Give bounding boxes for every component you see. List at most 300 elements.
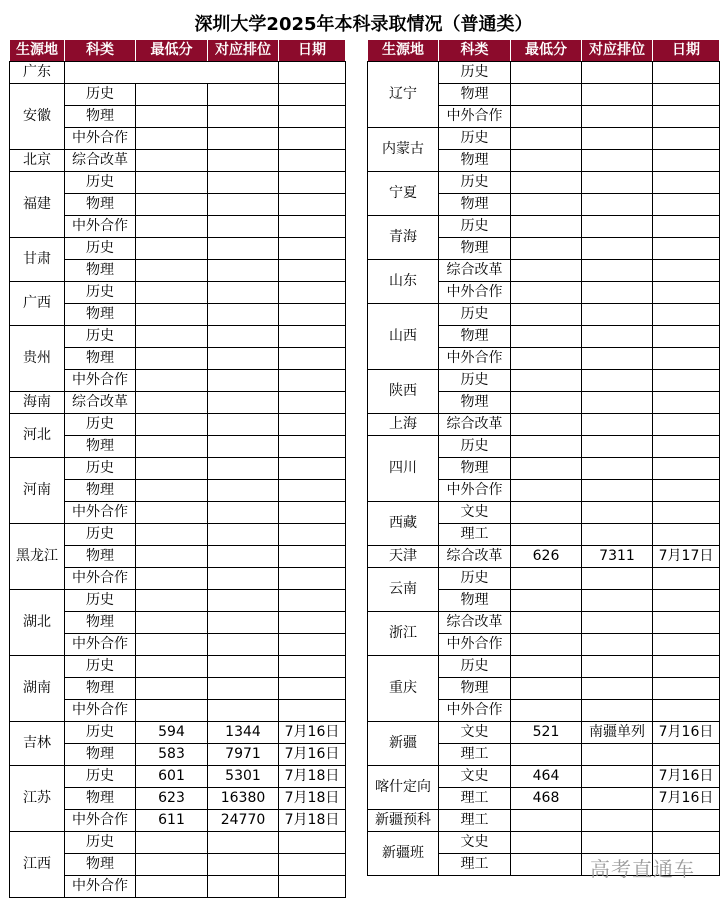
min-score-cell xyxy=(136,392,208,414)
date-cell xyxy=(279,106,346,128)
min-score-cell xyxy=(511,150,582,172)
date-cell: 7月16日 xyxy=(653,722,720,744)
min-score-cell xyxy=(136,370,208,392)
table-row xyxy=(368,436,720,458)
subject-cell: 物理 xyxy=(65,436,136,458)
subject-cell: 综合改革 xyxy=(65,392,136,414)
rank-cell xyxy=(208,282,279,304)
table-row xyxy=(368,304,720,326)
subject-cell: 中外合作 xyxy=(65,502,136,524)
min-score-cell xyxy=(511,282,582,304)
subject-cell: 物理 xyxy=(439,150,511,172)
rank-cell xyxy=(582,326,653,348)
subject-cell: 理工 xyxy=(439,854,511,876)
table-row xyxy=(10,722,346,744)
min-score-cell xyxy=(511,260,582,282)
table-row xyxy=(368,62,720,84)
subject-cell: 中外合作 xyxy=(439,634,511,656)
table-row xyxy=(10,590,346,612)
rank-cell xyxy=(208,128,279,150)
date-cell: 7月18日 xyxy=(279,810,346,832)
min-score-cell xyxy=(511,238,582,260)
rank-cell xyxy=(582,766,653,788)
rank-cell xyxy=(208,106,279,128)
subject-cell: 文史 xyxy=(439,722,511,744)
subject-cell: 综合改革 xyxy=(439,414,511,436)
region-cell: 新疆班 xyxy=(368,832,439,876)
date-cell xyxy=(279,326,346,348)
subject-cell: 中外合作 xyxy=(65,128,136,150)
header-region: 生源地 xyxy=(368,40,439,62)
table-row xyxy=(368,128,720,150)
table-row xyxy=(10,392,346,414)
date-cell xyxy=(653,458,720,480)
date-cell xyxy=(653,810,720,832)
region-cell: 湖北 xyxy=(10,590,65,656)
date-cell xyxy=(279,282,346,304)
date-cell xyxy=(653,502,720,524)
rank-cell xyxy=(208,568,279,590)
date-cell xyxy=(279,832,346,854)
region-cell: 天津 xyxy=(368,546,439,568)
rank-cell xyxy=(582,194,653,216)
rank-cell xyxy=(208,524,279,546)
subject-cell: 理工 xyxy=(439,788,511,810)
rank-cell: 16380 xyxy=(208,788,279,810)
min-score-cell xyxy=(511,392,582,414)
min-score-cell xyxy=(511,700,582,722)
date-cell xyxy=(279,612,346,634)
date-cell xyxy=(653,436,720,458)
min-score-cell xyxy=(511,590,582,612)
min-score-cell xyxy=(136,436,208,458)
min-score-cell xyxy=(511,568,582,590)
region-cell: 宁夏 xyxy=(368,172,439,216)
date-cell xyxy=(279,700,346,722)
subject-cell: 物理 xyxy=(65,106,136,128)
region-cell: 重庆 xyxy=(368,656,439,722)
min-score-cell xyxy=(511,414,582,436)
subject-cell: 历史 xyxy=(65,590,136,612)
subject-cell: 中外合作 xyxy=(439,348,511,370)
table-row xyxy=(10,656,346,678)
subject-cell: 历史 xyxy=(65,282,136,304)
date-cell xyxy=(653,568,720,590)
min-score-cell xyxy=(136,150,208,172)
date-cell xyxy=(653,216,720,238)
region-cell: 青海 xyxy=(368,216,439,260)
rank-cell xyxy=(582,238,653,260)
header-min-score: 最低分 xyxy=(511,40,582,62)
subject-cell: 历史 xyxy=(439,62,511,84)
min-score-cell xyxy=(136,304,208,326)
region-cell: 西藏 xyxy=(368,502,439,546)
region-cell: 黑龙江 xyxy=(10,524,65,590)
region-cell: 四川 xyxy=(368,436,439,502)
rank-cell: 1344 xyxy=(208,722,279,744)
rank-cell xyxy=(208,392,279,414)
page-title: 深圳大学2025年本科录取情况（普通类） xyxy=(194,14,533,35)
date-cell xyxy=(653,700,720,722)
region-cell: 江西 xyxy=(10,832,65,898)
date-cell xyxy=(279,876,346,898)
rank-cell xyxy=(208,216,279,238)
date-cell xyxy=(279,238,346,260)
min-score-cell xyxy=(511,326,582,348)
subject-cell: 中外合作 xyxy=(65,810,136,832)
date-cell xyxy=(653,832,720,854)
subject-cell: 历史 xyxy=(439,128,511,150)
date-cell: 7月16日 xyxy=(653,788,720,810)
date-cell xyxy=(653,590,720,612)
min-score-cell xyxy=(511,612,582,634)
table-row xyxy=(10,150,346,172)
subject-cell: 物理 xyxy=(65,194,136,216)
date-cell xyxy=(653,282,720,304)
subject-cell: 历史 xyxy=(65,458,136,480)
min-score-cell xyxy=(511,480,582,502)
rank-cell xyxy=(208,194,279,216)
rank-cell xyxy=(208,414,279,436)
min-score-cell xyxy=(511,458,582,480)
date-cell: 7月16日 xyxy=(653,766,720,788)
min-score-cell xyxy=(511,854,582,876)
date-cell: 7月18日 xyxy=(279,788,346,810)
region-cell: 海南 xyxy=(10,392,65,414)
subject-cell: 物理 xyxy=(65,678,136,700)
min-score-cell xyxy=(511,128,582,150)
subject-cell: 中外合作 xyxy=(65,568,136,590)
date-cell xyxy=(279,590,346,612)
subject-cell: 理工 xyxy=(439,524,511,546)
subject-cell: 文史 xyxy=(439,832,511,854)
table-row xyxy=(368,722,720,744)
region-cell: 贵州 xyxy=(10,326,65,392)
min-score-cell xyxy=(511,678,582,700)
rank-cell xyxy=(208,854,279,876)
rank-cell xyxy=(582,260,653,282)
min-score-cell xyxy=(136,656,208,678)
date-cell xyxy=(279,656,346,678)
subject-cell: 物理 xyxy=(65,348,136,370)
rank-cell xyxy=(208,84,279,106)
rank-cell xyxy=(208,678,279,700)
subject-cell: 理工 xyxy=(439,810,511,832)
region-cell: 福建 xyxy=(10,172,65,238)
date-cell xyxy=(279,304,346,326)
date-cell xyxy=(653,326,720,348)
date-cell xyxy=(653,172,720,194)
table-row xyxy=(10,766,346,788)
region-cell: 山西 xyxy=(368,304,439,370)
date-cell xyxy=(653,150,720,172)
min-score-cell xyxy=(136,612,208,634)
rank-cell xyxy=(208,876,279,898)
subject-cell: 物理 xyxy=(65,788,136,810)
date-cell xyxy=(653,106,720,128)
region-cell: 安徽 xyxy=(10,84,65,150)
rank-cell: 7971 xyxy=(208,744,279,766)
subject-cell: 物理 xyxy=(65,744,136,766)
subject-cell: 历史 xyxy=(65,656,136,678)
region-cell: 北京 xyxy=(10,150,65,172)
table-row xyxy=(10,282,346,304)
rank-cell xyxy=(582,634,653,656)
subject-cell: 中外合作 xyxy=(65,700,136,722)
min-score-cell: 626 xyxy=(511,546,582,568)
date-cell xyxy=(279,172,346,194)
rank-cell: 7311 xyxy=(582,546,653,568)
min-score-cell: 583 xyxy=(136,744,208,766)
date-cell xyxy=(279,370,346,392)
subject-cell: 物理 xyxy=(65,854,136,876)
rank-cell xyxy=(208,458,279,480)
rank-cell xyxy=(208,502,279,524)
rank-cell xyxy=(208,480,279,502)
rank-cell xyxy=(582,480,653,502)
min-score-cell xyxy=(511,502,582,524)
date-cell xyxy=(279,84,346,106)
date-cell xyxy=(279,150,346,172)
header-rank: 对应排位 xyxy=(208,40,279,62)
date-cell xyxy=(279,480,346,502)
min-score-cell xyxy=(136,282,208,304)
min-score-cell xyxy=(136,546,208,568)
subject-cell: 中外合作 xyxy=(439,480,511,502)
min-score-cell xyxy=(136,832,208,854)
region-cell: 河北 xyxy=(10,414,65,458)
subject-cell: 综合改革 xyxy=(439,546,511,568)
admission-table-right xyxy=(367,39,720,876)
region-cell: 新疆 xyxy=(368,722,439,766)
merged-cell xyxy=(65,62,279,84)
min-score-cell xyxy=(511,62,582,84)
date-cell xyxy=(653,348,720,370)
date-cell xyxy=(279,436,346,458)
header-row xyxy=(368,40,720,62)
date-cell: 7月18日 xyxy=(279,766,346,788)
rank-cell xyxy=(208,370,279,392)
region-cell: 云南 xyxy=(368,568,439,612)
region-cell: 吉林 xyxy=(10,722,65,766)
date-cell xyxy=(279,414,346,436)
rank-cell xyxy=(582,370,653,392)
header-row xyxy=(10,40,346,62)
subject-cell: 物理 xyxy=(439,238,511,260)
table-row xyxy=(368,260,720,282)
rank-cell xyxy=(208,700,279,722)
rank-cell xyxy=(582,590,653,612)
rank-cell xyxy=(582,436,653,458)
min-score-cell xyxy=(136,480,208,502)
rank-cell xyxy=(208,238,279,260)
subject-cell: 历史 xyxy=(439,656,511,678)
min-score-cell xyxy=(136,700,208,722)
table-row xyxy=(10,524,346,546)
rank-cell xyxy=(582,700,653,722)
table-row xyxy=(368,502,720,524)
subject-cell: 物理 xyxy=(65,546,136,568)
subject-cell: 中外合作 xyxy=(65,216,136,238)
date-cell xyxy=(653,260,720,282)
min-score-cell xyxy=(136,194,208,216)
region-cell: 甘肃 xyxy=(10,238,65,282)
min-score-cell xyxy=(511,304,582,326)
rank-cell: 南疆单列 xyxy=(582,722,653,744)
date-cell xyxy=(653,84,720,106)
subject-cell: 中外合作 xyxy=(65,876,136,898)
subject-cell: 综合改革 xyxy=(439,260,511,282)
rank-cell xyxy=(582,832,653,854)
table-row xyxy=(10,84,346,106)
table-row xyxy=(368,832,720,854)
region-cell: 广西 xyxy=(10,282,65,326)
date-cell xyxy=(279,62,346,84)
header-min-score: 最低分 xyxy=(136,40,208,62)
rank-cell xyxy=(582,788,653,810)
rank-cell xyxy=(582,524,653,546)
rank-cell xyxy=(582,84,653,106)
header-date: 日期 xyxy=(653,40,720,62)
rank-cell xyxy=(208,546,279,568)
table-row xyxy=(368,414,720,436)
date-cell xyxy=(279,568,346,590)
min-score-cell: 611 xyxy=(136,810,208,832)
min-score-cell xyxy=(511,436,582,458)
min-score-cell xyxy=(511,348,582,370)
region-cell: 山东 xyxy=(368,260,439,304)
date-cell xyxy=(653,612,720,634)
table-row xyxy=(368,568,720,590)
min-score-cell xyxy=(136,84,208,106)
subject-cell: 综合改革 xyxy=(65,150,136,172)
rank-cell xyxy=(582,502,653,524)
rank-cell xyxy=(582,348,653,370)
region-cell: 湖南 xyxy=(10,656,65,722)
min-score-cell xyxy=(136,414,208,436)
rank-cell xyxy=(208,326,279,348)
min-score-cell xyxy=(511,832,582,854)
rank-cell xyxy=(582,150,653,172)
rank-cell xyxy=(208,150,279,172)
date-cell xyxy=(653,414,720,436)
date-cell xyxy=(279,392,346,414)
rank-cell xyxy=(208,172,279,194)
table-row xyxy=(10,62,346,84)
subject-cell: 历史 xyxy=(65,84,136,106)
subject-cell: 历史 xyxy=(439,568,511,590)
min-score-cell xyxy=(136,260,208,282)
min-score-cell xyxy=(136,502,208,524)
min-score-cell xyxy=(136,216,208,238)
region-cell: 陕西 xyxy=(368,370,439,414)
rank-cell xyxy=(208,612,279,634)
subject-cell: 中外合作 xyxy=(439,700,511,722)
min-score-cell xyxy=(136,326,208,348)
table-row xyxy=(10,326,346,348)
min-score-cell: 594 xyxy=(136,722,208,744)
min-score-cell xyxy=(136,348,208,370)
min-score-cell xyxy=(511,84,582,106)
min-score-cell xyxy=(136,128,208,150)
table-row xyxy=(368,612,720,634)
rank-cell xyxy=(582,172,653,194)
subject-cell: 物理 xyxy=(439,194,511,216)
header-region: 生源地 xyxy=(10,40,65,62)
region-cell: 辽宁 xyxy=(368,62,439,128)
rank-cell xyxy=(208,656,279,678)
header-date: 日期 xyxy=(279,40,346,62)
rank-cell xyxy=(582,216,653,238)
subject-cell: 物理 xyxy=(65,612,136,634)
subject-cell: 历史 xyxy=(65,766,136,788)
subject-cell: 历史 xyxy=(439,304,511,326)
subject-cell: 历史 xyxy=(439,436,511,458)
subject-cell: 物理 xyxy=(439,84,511,106)
date-cell: 7月17日 xyxy=(653,546,720,568)
subject-cell: 物理 xyxy=(65,480,136,502)
table-row xyxy=(368,546,720,568)
rank-cell xyxy=(582,128,653,150)
subject-cell: 中外合作 xyxy=(439,106,511,128)
region-cell: 浙江 xyxy=(368,612,439,656)
date-cell xyxy=(653,62,720,84)
rank-cell xyxy=(582,568,653,590)
subject-cell: 文史 xyxy=(439,766,511,788)
min-score-cell xyxy=(136,106,208,128)
subject-cell: 中外合作 xyxy=(439,282,511,304)
rank-cell: 24770 xyxy=(208,810,279,832)
region-cell: 江苏 xyxy=(10,766,65,832)
table-row xyxy=(368,656,720,678)
table-row xyxy=(368,172,720,194)
min-score-cell xyxy=(511,634,582,656)
min-score-cell xyxy=(136,854,208,876)
rank-cell xyxy=(582,612,653,634)
min-score-cell: 464 xyxy=(511,766,582,788)
subject-cell: 理工 xyxy=(439,744,511,766)
rank-cell xyxy=(208,590,279,612)
region-cell: 上海 xyxy=(368,414,439,436)
min-score-cell xyxy=(136,238,208,260)
subject-cell: 综合改革 xyxy=(439,612,511,634)
subject-cell: 历史 xyxy=(65,172,136,194)
header-rank: 对应排位 xyxy=(582,40,653,62)
min-score-cell xyxy=(136,876,208,898)
rank-cell xyxy=(208,348,279,370)
date-cell xyxy=(279,458,346,480)
subject-cell: 历史 xyxy=(65,326,136,348)
rank-cell xyxy=(208,634,279,656)
subject-cell: 物理 xyxy=(439,326,511,348)
date-cell xyxy=(653,194,720,216)
table-row xyxy=(368,766,720,788)
region-cell: 新疆预科 xyxy=(368,810,439,832)
subject-cell: 物理 xyxy=(439,678,511,700)
min-score-cell xyxy=(511,656,582,678)
date-cell xyxy=(653,524,720,546)
watermark: 高考直通车 xyxy=(590,857,695,881)
subject-cell: 历史 xyxy=(439,370,511,392)
subject-cell: 中外合作 xyxy=(65,370,136,392)
rank-cell xyxy=(582,62,653,84)
min-score-cell xyxy=(136,634,208,656)
region-cell: 内蒙古 xyxy=(368,128,439,172)
date-cell xyxy=(653,238,720,260)
rank-cell xyxy=(208,304,279,326)
min-score-cell xyxy=(136,458,208,480)
min-score-cell xyxy=(511,194,582,216)
